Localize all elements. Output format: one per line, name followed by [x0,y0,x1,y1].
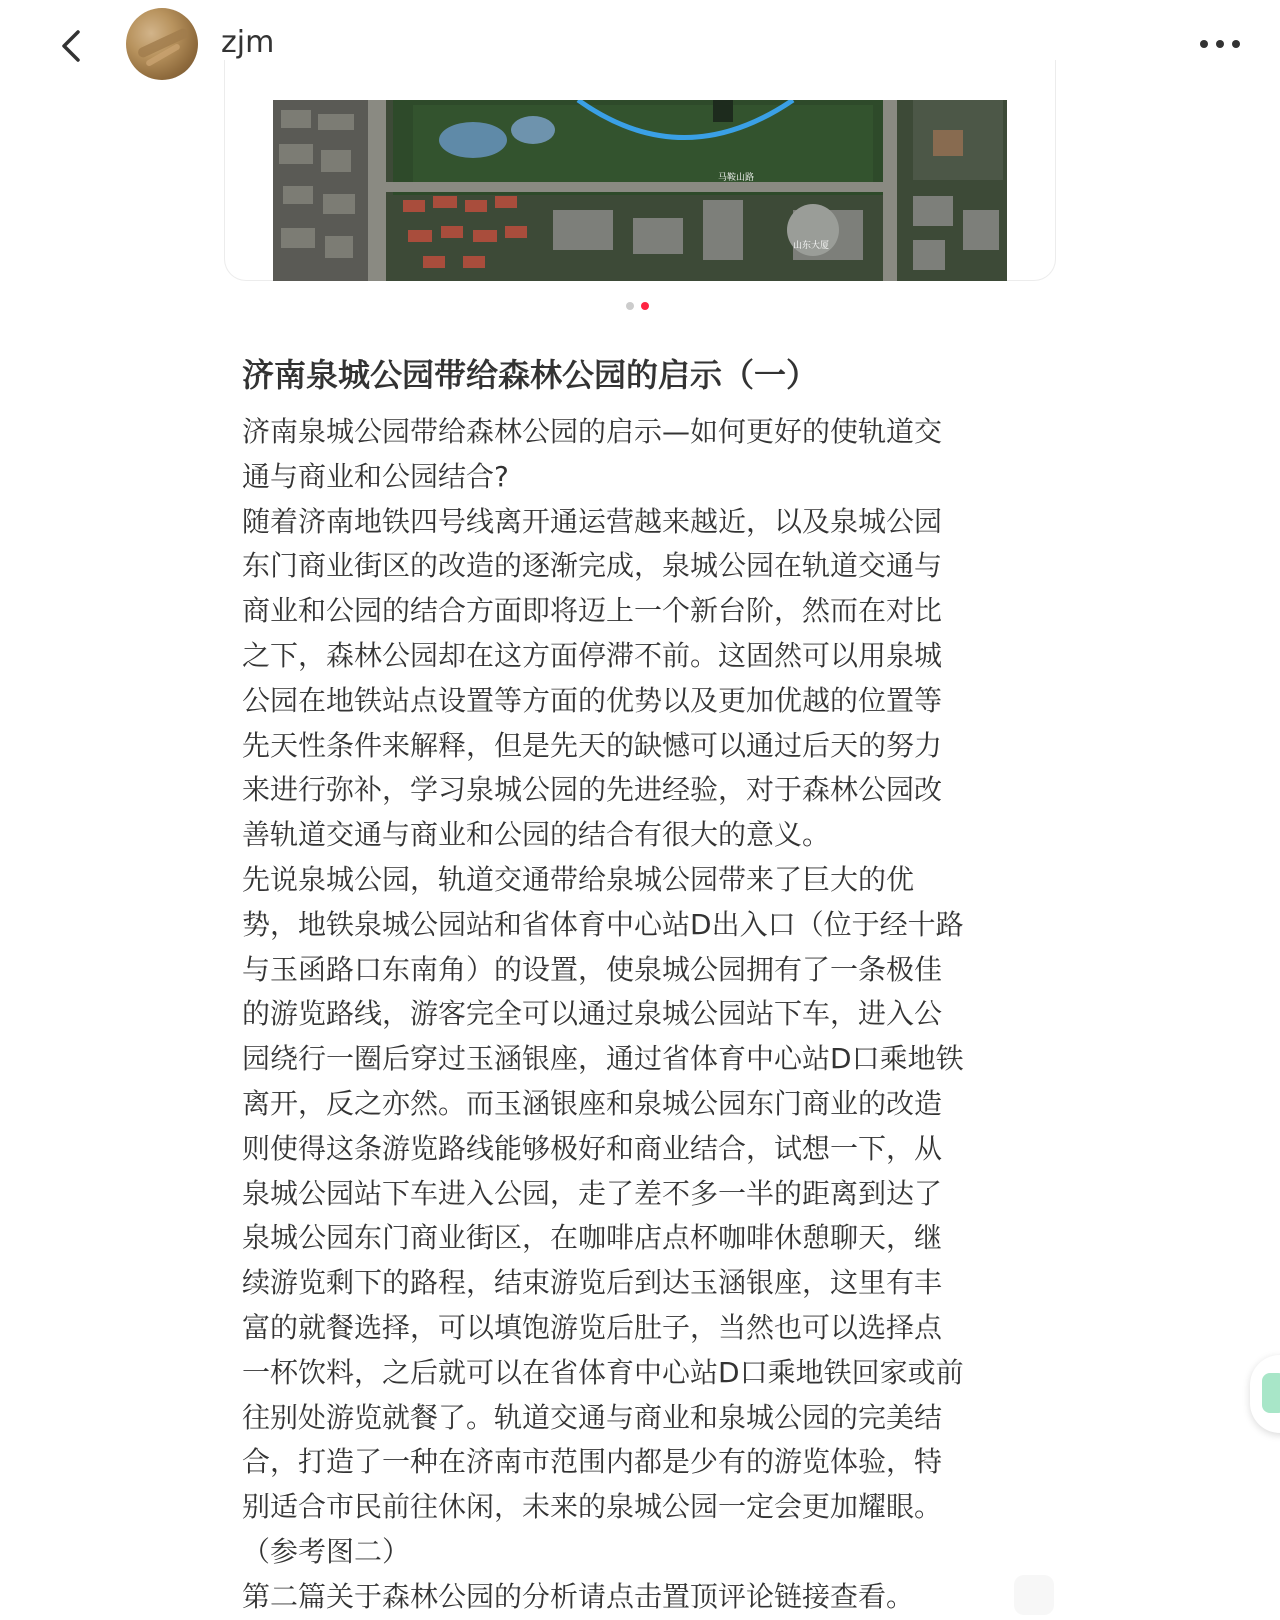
ellipsis-icon [1196,26,1244,62]
satellite-map-image [273,100,1007,281]
carousel-dot-2-active[interactable] [641,302,649,310]
body-line: 随着济南地铁四号线离开通运营越来越近，以及泉城公园 [242,504,943,538]
body-line: 的游览路线，游客完全可以通过泉城公园站下车，进入公 [242,997,943,1031]
body-line: 则使得这条游览路线能够极好和商业结合，试想一下，从 [242,1131,943,1165]
body-line: 一杯饮料，之后就可以在省体育中心站D口乘地铁回家或前 [242,1355,964,1389]
post-body [242,410,1052,1620]
body-line: 与玉函路口东南角）的设置，使泉城公园拥有了一条极佳 [242,952,943,986]
author-name[interactable]: zjm [221,25,275,60]
avatar[interactable] [126,8,198,80]
body-line: 泉城公园站下车进入公园，走了差不多一半的距离到达了 [242,1176,943,1210]
body-line: 公园在地铁站点设置等方面的优势以及更加优越的位置等 [242,683,943,717]
body-line: 泉城公园东门商业街区，在咖啡店点杯咖啡休憩聊天，继 [242,1221,943,1255]
body-line: 第二篇关于森林公园的分析请点击置顶评论链接查看。 [242,1579,915,1613]
svg-text:马鞍山路: 马鞍山路 [718,173,755,183]
body-line: 来进行弥补，学习泉城公园的先进经验，对于森林公园改 [242,773,943,807]
body-line: 通与商业和公园结合? [242,459,509,493]
body-line: 离开，反之亦然。而玉涵银座和泉城公园东门商业的改造 [242,1086,943,1120]
carousel-dot-1[interactable] [626,302,634,310]
widget-icon [1262,1373,1280,1413]
body-line: 续游览剩下的路程，结束游览后到达玉涵银座，这里有丰 [242,1266,943,1300]
body-line: 先天性条件来解释，但是先天的缺憾可以通过后天的努力 [242,728,943,762]
body-line: 园绕行一圈后穿过玉涵银座，通过省体育中心站D口乘地铁 [242,1042,964,1076]
post-title: 济南泉城公园带给森林公园的启示（一） [242,356,819,394]
floating-widget[interactable] [1250,1355,1280,1433]
body-line: 东门商业街区的改造的逐渐完成，泉城公园在轨道交通与 [242,549,943,583]
body-line: 富的就餐选择，可以填饱游览后肚子，当然也可以选择点 [242,1310,943,1344]
more-button[interactable] [1196,26,1244,62]
body-line: 先说泉城公园，轨道交通带给泉城公园带来了巨大的优 [242,862,915,896]
body-line: 善轨道交通与商业和公园的结合有很大的意义。 [242,818,831,852]
body-line: 势，地铁泉城公园站和省体育中心站D出入口（位于经十路 [242,907,964,941]
body-line: 济南泉城公园带给森林公园的启示—如何更好的使轨道交 [242,415,943,448]
body-line: 合，打造了一种在济南市范围内都是少有的游览体验，特 [242,1445,943,1479]
svg-text:山东大厦: 山东大厦 [793,241,830,251]
body-line: 别适合市民前往休闲，未来的泉城公园一定会更加耀眼。 [242,1490,943,1524]
body-line: 之下，森林公园却在这方面停滞不前。这固然可以用泉城 [242,638,943,672]
carousel-image[interactable] [273,100,1007,281]
watermark-icon [1014,1575,1054,1615]
body-line: （参考图二） [242,1534,411,1568]
body-line: 往别处游览就餐了。轨道交通与商业和泉城公园的完美结 [242,1400,943,1434]
back-button[interactable] [50,24,94,68]
body-line: 商业和公园的结合方面即将迈上一个新台阶，然而在对比 [242,594,943,628]
chevron-left-icon [50,24,94,68]
